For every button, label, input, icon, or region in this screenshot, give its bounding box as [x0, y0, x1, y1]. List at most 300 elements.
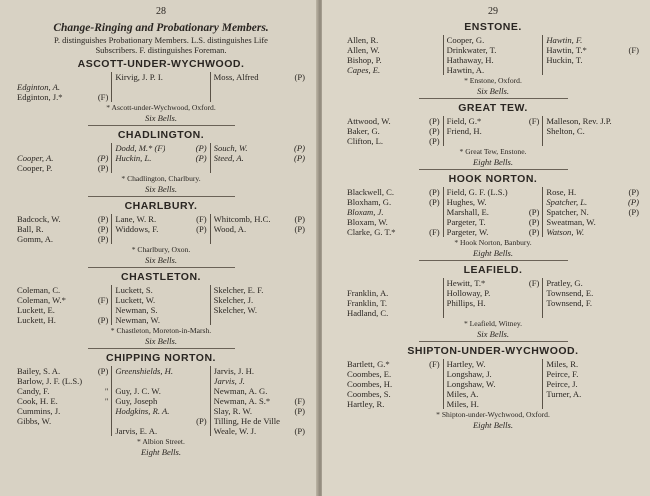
member-mark: [537, 197, 539, 207]
member-mark: [537, 369, 539, 379]
right-page: [322, 0, 650, 496]
member-mark: (P): [628, 197, 640, 207]
member-column: [443, 35, 543, 75]
member-mark: (P): [97, 366, 109, 376]
member-entry: [115, 72, 206, 82]
member-entry: [17, 163, 108, 173]
member-mark: [637, 126, 639, 136]
member-entry: [17, 295, 108, 305]
member-entry: [546, 227, 639, 237]
member-mark: [537, 399, 539, 409]
member-mark: [637, 288, 639, 298]
member-name: Badcock, W.: [17, 214, 61, 224]
member-columns: [344, 35, 642, 75]
member-name: Jarvis, E. A.: [115, 426, 158, 436]
member-mark: [637, 35, 639, 45]
parish-address: * Hook Norton, Banbury.: [454, 238, 532, 247]
bell-count: Six Bells.: [477, 329, 509, 339]
member-entry: [214, 72, 305, 82]
member-column: [14, 366, 111, 436]
member-entry: [546, 187, 639, 197]
member-mark: [106, 285, 108, 295]
member-mark: (P): [196, 224, 207, 234]
member-mark: (P): [429, 116, 440, 126]
member-entry: [546, 55, 639, 65]
member-mark: [537, 55, 539, 65]
member-entry: [546, 197, 639, 207]
member-mark: [637, 278, 639, 288]
member-entry: [546, 45, 639, 55]
member-name: Edginton, J.*: [17, 92, 63, 102]
member-column: [210, 72, 308, 102]
member-name: Weale, W. J.: [213, 426, 257, 436]
member-column: [14, 72, 111, 102]
section-rule: [419, 341, 568, 342]
parish-name: SHIPTON-UNDER-WYCHWOOD.: [407, 345, 579, 357]
member-name: Bloxam, W.: [347, 217, 388, 227]
member-entry: [347, 55, 440, 65]
parish-address: * Chadlington, Charlbury.: [121, 174, 201, 183]
member-name: Lane, W. R.: [115, 214, 157, 224]
member-entry: [214, 406, 305, 416]
member-mark: (P): [97, 153, 109, 163]
member-mark: (P): [97, 315, 109, 325]
member-entry: [214, 224, 305, 234]
member-entry: [17, 406, 108, 416]
parish-address: * Enstone, Oxford.: [464, 76, 522, 85]
member-entry: [347, 65, 440, 75]
member-column: [210, 366, 308, 436]
parish-name: HOOK NORTON.: [448, 173, 538, 185]
member-name: Watson, W.: [546, 227, 585, 237]
member-mark: [106, 406, 108, 416]
member-name: Cummins, J.: [17, 406, 61, 416]
member-mark: [537, 359, 539, 369]
member-entry: [17, 386, 108, 396]
parish-address: * Shipton-under-Wychwood, Oxford.: [436, 410, 550, 419]
member-mark: [637, 298, 639, 308]
member-name: Newman, W.: [115, 315, 160, 325]
member-name: Greenshields, H.: [115, 366, 174, 376]
member-entry: [115, 153, 206, 163]
member-entry: [115, 295, 206, 305]
member-name: Field, G. F. (L.S.): [446, 187, 508, 197]
member-name: Coleman, C.: [17, 285, 61, 295]
member-entry: [214, 143, 305, 153]
member-column: [443, 278, 543, 318]
member-mark: [537, 288, 539, 298]
member-mark: (F): [97, 295, 109, 305]
member-columns: [14, 285, 308, 325]
member-entry: [115, 376, 206, 386]
section-rule: [419, 98, 568, 99]
bell-count: Eight Bells.: [472, 157, 514, 167]
member-mark: [537, 126, 539, 136]
member-mark: [637, 359, 639, 369]
member-name: Hewitt, T.*: [446, 278, 486, 288]
member-mark: [106, 305, 108, 315]
member-mark: [303, 376, 305, 386]
member-mark: [637, 389, 639, 399]
member-entry: [17, 376, 108, 386]
member-mark: (F): [429, 359, 440, 369]
member-column: [210, 143, 308, 173]
member-name: Peirce, J.: [546, 379, 578, 389]
member-column: [111, 72, 209, 102]
member-mark: (F): [294, 396, 305, 406]
bell-count: Six Bells.: [145, 255, 177, 265]
parish-section: [344, 21, 642, 99]
member-entry: [546, 389, 639, 399]
member-name: Slay, R. W.: [213, 406, 253, 416]
member-entry: [347, 217, 440, 227]
member-entry: [115, 143, 206, 153]
member-name: Luckett, W.: [115, 295, 156, 305]
member-entry: [17, 82, 108, 92]
member-mark: (F): [429, 227, 440, 237]
member-entry: [447, 207, 540, 217]
bell-count: Six Bells.: [145, 113, 177, 123]
member-name: Baker, G.: [347, 126, 380, 136]
member-mark: (P): [429, 126, 440, 136]
member-mark: [438, 369, 440, 379]
member-mark: [637, 227, 639, 237]
member-name: Turner, A.: [546, 389, 582, 399]
member-entry: [115, 416, 206, 426]
member-entry: [214, 426, 305, 436]
member-mark: [205, 295, 207, 305]
member-name: Skelcher, E. F.: [213, 285, 264, 295]
member-entry: [17, 224, 108, 234]
member-mark: [537, 65, 539, 75]
parish-address: * Charlbury, Oxon.: [131, 245, 191, 254]
member-name: Gibbs, W.: [17, 416, 52, 426]
member-mark: (P): [528, 227, 540, 237]
bell-count: Six Bells.: [145, 336, 177, 346]
member-column: [542, 187, 642, 237]
parish-section: [14, 271, 308, 349]
member-mark: (P): [196, 416, 207, 426]
member-column: [14, 143, 111, 173]
member-entry: [546, 298, 639, 308]
member-entry: [115, 386, 206, 396]
parish-address: * Ascott-under-Wychwood, Oxford.: [106, 103, 216, 112]
member-columns: [14, 214, 308, 244]
member-column: [542, 35, 642, 75]
parish-name: GREAT TEW.: [458, 102, 528, 114]
member-entry: [347, 116, 440, 126]
member-entry: [447, 217, 540, 227]
member-column: [443, 116, 543, 146]
member-name: Bishop, P.: [347, 55, 382, 65]
member-name: Miles, R.: [546, 359, 579, 369]
parish-name: LEAFIELD.: [463, 264, 523, 276]
member-entry: [17, 143, 108, 153]
bell-count: Eight Bells.: [140, 447, 182, 457]
member-mark: (P): [195, 153, 207, 163]
member-mark: [438, 45, 440, 55]
member-name: Guy, Joseph: [115, 396, 158, 406]
member-name: Skelcher, W.: [213, 305, 257, 315]
member-entry: [214, 214, 305, 224]
member-mark: [537, 35, 539, 45]
member-name: Bloxam, J.: [347, 207, 384, 217]
bell-count: Six Bells.: [145, 184, 177, 194]
parish-section: [344, 345, 642, 430]
member-name: Allen, R.: [347, 35, 379, 45]
member-name: Coombes, H.: [347, 379, 393, 389]
member-entry: [17, 315, 108, 325]
member-entry: [347, 126, 440, 136]
member-entry: [447, 278, 540, 288]
member-mark: [438, 399, 440, 409]
member-name: Cooper, A.: [17, 153, 54, 163]
member-entry: [447, 197, 540, 207]
member-column: [111, 285, 209, 325]
member-entry: [214, 295, 305, 305]
member-mark: [637, 217, 639, 227]
member-columns: [344, 359, 642, 409]
member-columns: [344, 187, 642, 237]
member-entry: [447, 379, 540, 389]
member-mark: [438, 298, 440, 308]
member-mark: [106, 416, 108, 426]
member-name: Guy, J. C. W.: [115, 386, 161, 396]
member-name: Townsend, E.: [546, 288, 594, 298]
member-mark: [205, 366, 207, 376]
member-entry: [447, 298, 540, 308]
member-mark: (P): [97, 214, 109, 224]
member-name: Sweatman, W.: [546, 217, 596, 227]
page-title: Change-Ringing and Probationary Members.: [53, 22, 269, 34]
member-mark: [205, 426, 207, 436]
member-mark: [438, 217, 440, 227]
member-entry: [447, 126, 540, 136]
bell-count: Eight Bells.: [472, 420, 514, 430]
member-entry: [546, 369, 639, 379]
member-name: Holloway, P.: [446, 288, 491, 298]
member-name: Field, G.*: [446, 116, 482, 126]
member-entry: [17, 285, 108, 295]
member-column: [542, 116, 642, 146]
member-entry: [17, 234, 108, 244]
member-column: [344, 187, 443, 237]
member-entry: [347, 35, 440, 45]
member-column: [14, 214, 111, 244]
member-mark: [438, 65, 440, 75]
member-name: Bailey, S. A.: [17, 366, 61, 376]
bell-count: Six Bells.: [477, 86, 509, 96]
member-column: [344, 35, 443, 75]
member-mark: [205, 406, 207, 416]
member-name: Jarvis, J. H.: [213, 366, 254, 376]
member-mark: [303, 285, 305, 295]
member-name: Steed, A.: [213, 153, 244, 163]
member-entry: [447, 389, 540, 399]
member-name: Luckett, S.: [115, 285, 153, 295]
parish-section: [344, 102, 642, 170]
member-mark: [438, 55, 440, 65]
member-mark: [537, 379, 539, 389]
member-mark: [438, 389, 440, 399]
member-mark: [637, 116, 639, 126]
member-entry: [115, 305, 206, 315]
member-mark: (P): [628, 187, 640, 197]
member-name: Drinkwater, T.: [446, 45, 497, 55]
member-entry: [347, 308, 440, 318]
member-entry: [214, 386, 305, 396]
member-entry: [546, 35, 639, 45]
member-name: Cooper, G.: [446, 35, 485, 45]
member-name: Whitcomb, H.C.: [213, 214, 271, 224]
member-entry: [347, 197, 440, 207]
member-entry: [447, 359, 540, 369]
member-entry: [546, 379, 639, 389]
member-name: Candy, F.: [17, 386, 50, 396]
member-name: Franklin, A.: [347, 288, 389, 298]
member-columns: [14, 143, 308, 173]
member-name: Capes, E.: [347, 65, 381, 75]
member-name: Spatcher, L.: [546, 197, 588, 207]
member-mark: (P): [429, 197, 440, 207]
parish-name: CHADLINGTON.: [117, 129, 205, 141]
section-rule: [88, 348, 235, 349]
member-name: Spatcher, N.: [546, 207, 589, 217]
member-name: Jarvis, J.: [213, 376, 245, 386]
member-mark: [637, 55, 639, 65]
parish-name: CHIPPING NORTON.: [106, 352, 216, 364]
member-entry: [347, 298, 440, 308]
member-mark: [205, 305, 207, 315]
member-columns: [344, 116, 642, 146]
member-entry: [546, 288, 639, 298]
member-name: Phillips, H.: [446, 298, 486, 308]
member-entry: [17, 153, 108, 163]
member-mark: [303, 366, 305, 376]
member-column: [210, 214, 308, 244]
member-name: Huckin, T.: [546, 55, 583, 65]
member-entry: [115, 214, 206, 224]
section-rule: [419, 260, 568, 261]
member-mark: [537, 389, 539, 399]
member-mark: (P): [628, 207, 640, 217]
member-entry: [17, 396, 108, 406]
parish-name: ASCOTT-UNDER-WYCHWOOD.: [77, 58, 245, 70]
member-name: Hadland, C.: [347, 308, 389, 318]
member-column: [542, 278, 642, 318]
member-name: Barlow, J. F. (L.S.): [17, 376, 83, 386]
section-rule: [88, 196, 235, 197]
member-name: Longshaw, J.: [446, 369, 492, 379]
member-mark: (P): [294, 426, 305, 436]
member-name: Tilling, He de Ville: [213, 416, 280, 426]
member-mark: (P): [97, 224, 109, 234]
member-name: Coombes, S.: [347, 389, 391, 399]
member-mark: (P): [429, 187, 440, 197]
member-entry: [546, 278, 639, 288]
member-mark: [438, 379, 440, 389]
member-entry: [214, 285, 305, 295]
member-mark: (P): [294, 406, 305, 416]
member-mark: [303, 295, 305, 305]
member-entry: [447, 35, 540, 45]
member-entry: [17, 366, 108, 376]
member-mark: (P): [195, 143, 207, 153]
member-entry: [447, 288, 540, 298]
member-name: Huckin, L.: [115, 153, 152, 163]
left-page: [0, 0, 318, 496]
member-mark: [205, 396, 207, 406]
member-entry: [115, 406, 206, 416]
member-mark: (F): [528, 278, 540, 288]
member-entry: [347, 399, 440, 409]
member-name: Franklin, T.: [347, 298, 388, 308]
member-entry: [447, 187, 540, 197]
member-columns: [14, 72, 308, 102]
member-entry: [347, 227, 440, 237]
member-entry: [447, 55, 540, 65]
parish-name: CHASTLETON.: [121, 271, 201, 283]
member-entry: [546, 359, 639, 369]
member-mark: (P): [429, 136, 440, 146]
member-mark: (P): [294, 143, 305, 153]
member-column: [443, 359, 543, 409]
member-entry: [17, 305, 108, 315]
member-column: [542, 359, 642, 409]
member-mark: [438, 288, 440, 298]
member-name: Luckett, E.: [17, 305, 55, 315]
member-mark: [438, 35, 440, 45]
member-name: Cooper, P.: [17, 163, 53, 173]
member-name: Dodd, M.* (F): [115, 143, 166, 153]
member-name: Allen, W.: [347, 45, 380, 55]
member-name: Marshall, E.: [446, 207, 489, 217]
member-entry: [115, 224, 206, 234]
member-name: Friend, H.: [446, 126, 482, 136]
member-name: Bloxham, G.: [347, 197, 392, 207]
member-entry: [447, 369, 540, 379]
parish-section: [14, 129, 308, 197]
member-column: [111, 214, 209, 244]
member-entry: [546, 217, 639, 227]
member-name: Rose, H.: [546, 187, 577, 197]
member-entry: [546, 207, 639, 217]
member-name: Hartley, W.: [446, 359, 486, 369]
member-columns: [344, 278, 642, 318]
member-entry: [214, 153, 305, 163]
member-name: Peirce, F.: [546, 369, 579, 379]
member-name: Luckett, H.: [17, 315, 56, 325]
member-mark: (P): [294, 214, 305, 224]
member-column: [210, 285, 308, 325]
member-mark: [303, 305, 305, 315]
member-column: [111, 366, 209, 436]
member-entry: [347, 207, 440, 217]
member-mark: [303, 416, 305, 426]
member-mark: (P): [97, 234, 109, 244]
member-entry: [347, 288, 440, 298]
member-entry: [17, 214, 108, 224]
member-mark: (P): [528, 217, 540, 227]
member-mark: [537, 45, 539, 55]
member-name: Hathaway, H.: [446, 55, 494, 65]
parish-section: [344, 173, 642, 261]
member-mark: (P): [97, 163, 109, 173]
member-name: Pargeter, W.: [446, 227, 489, 237]
member-entry: [447, 45, 540, 55]
page-number: 29: [488, 6, 498, 17]
member-mark: [205, 315, 207, 325]
